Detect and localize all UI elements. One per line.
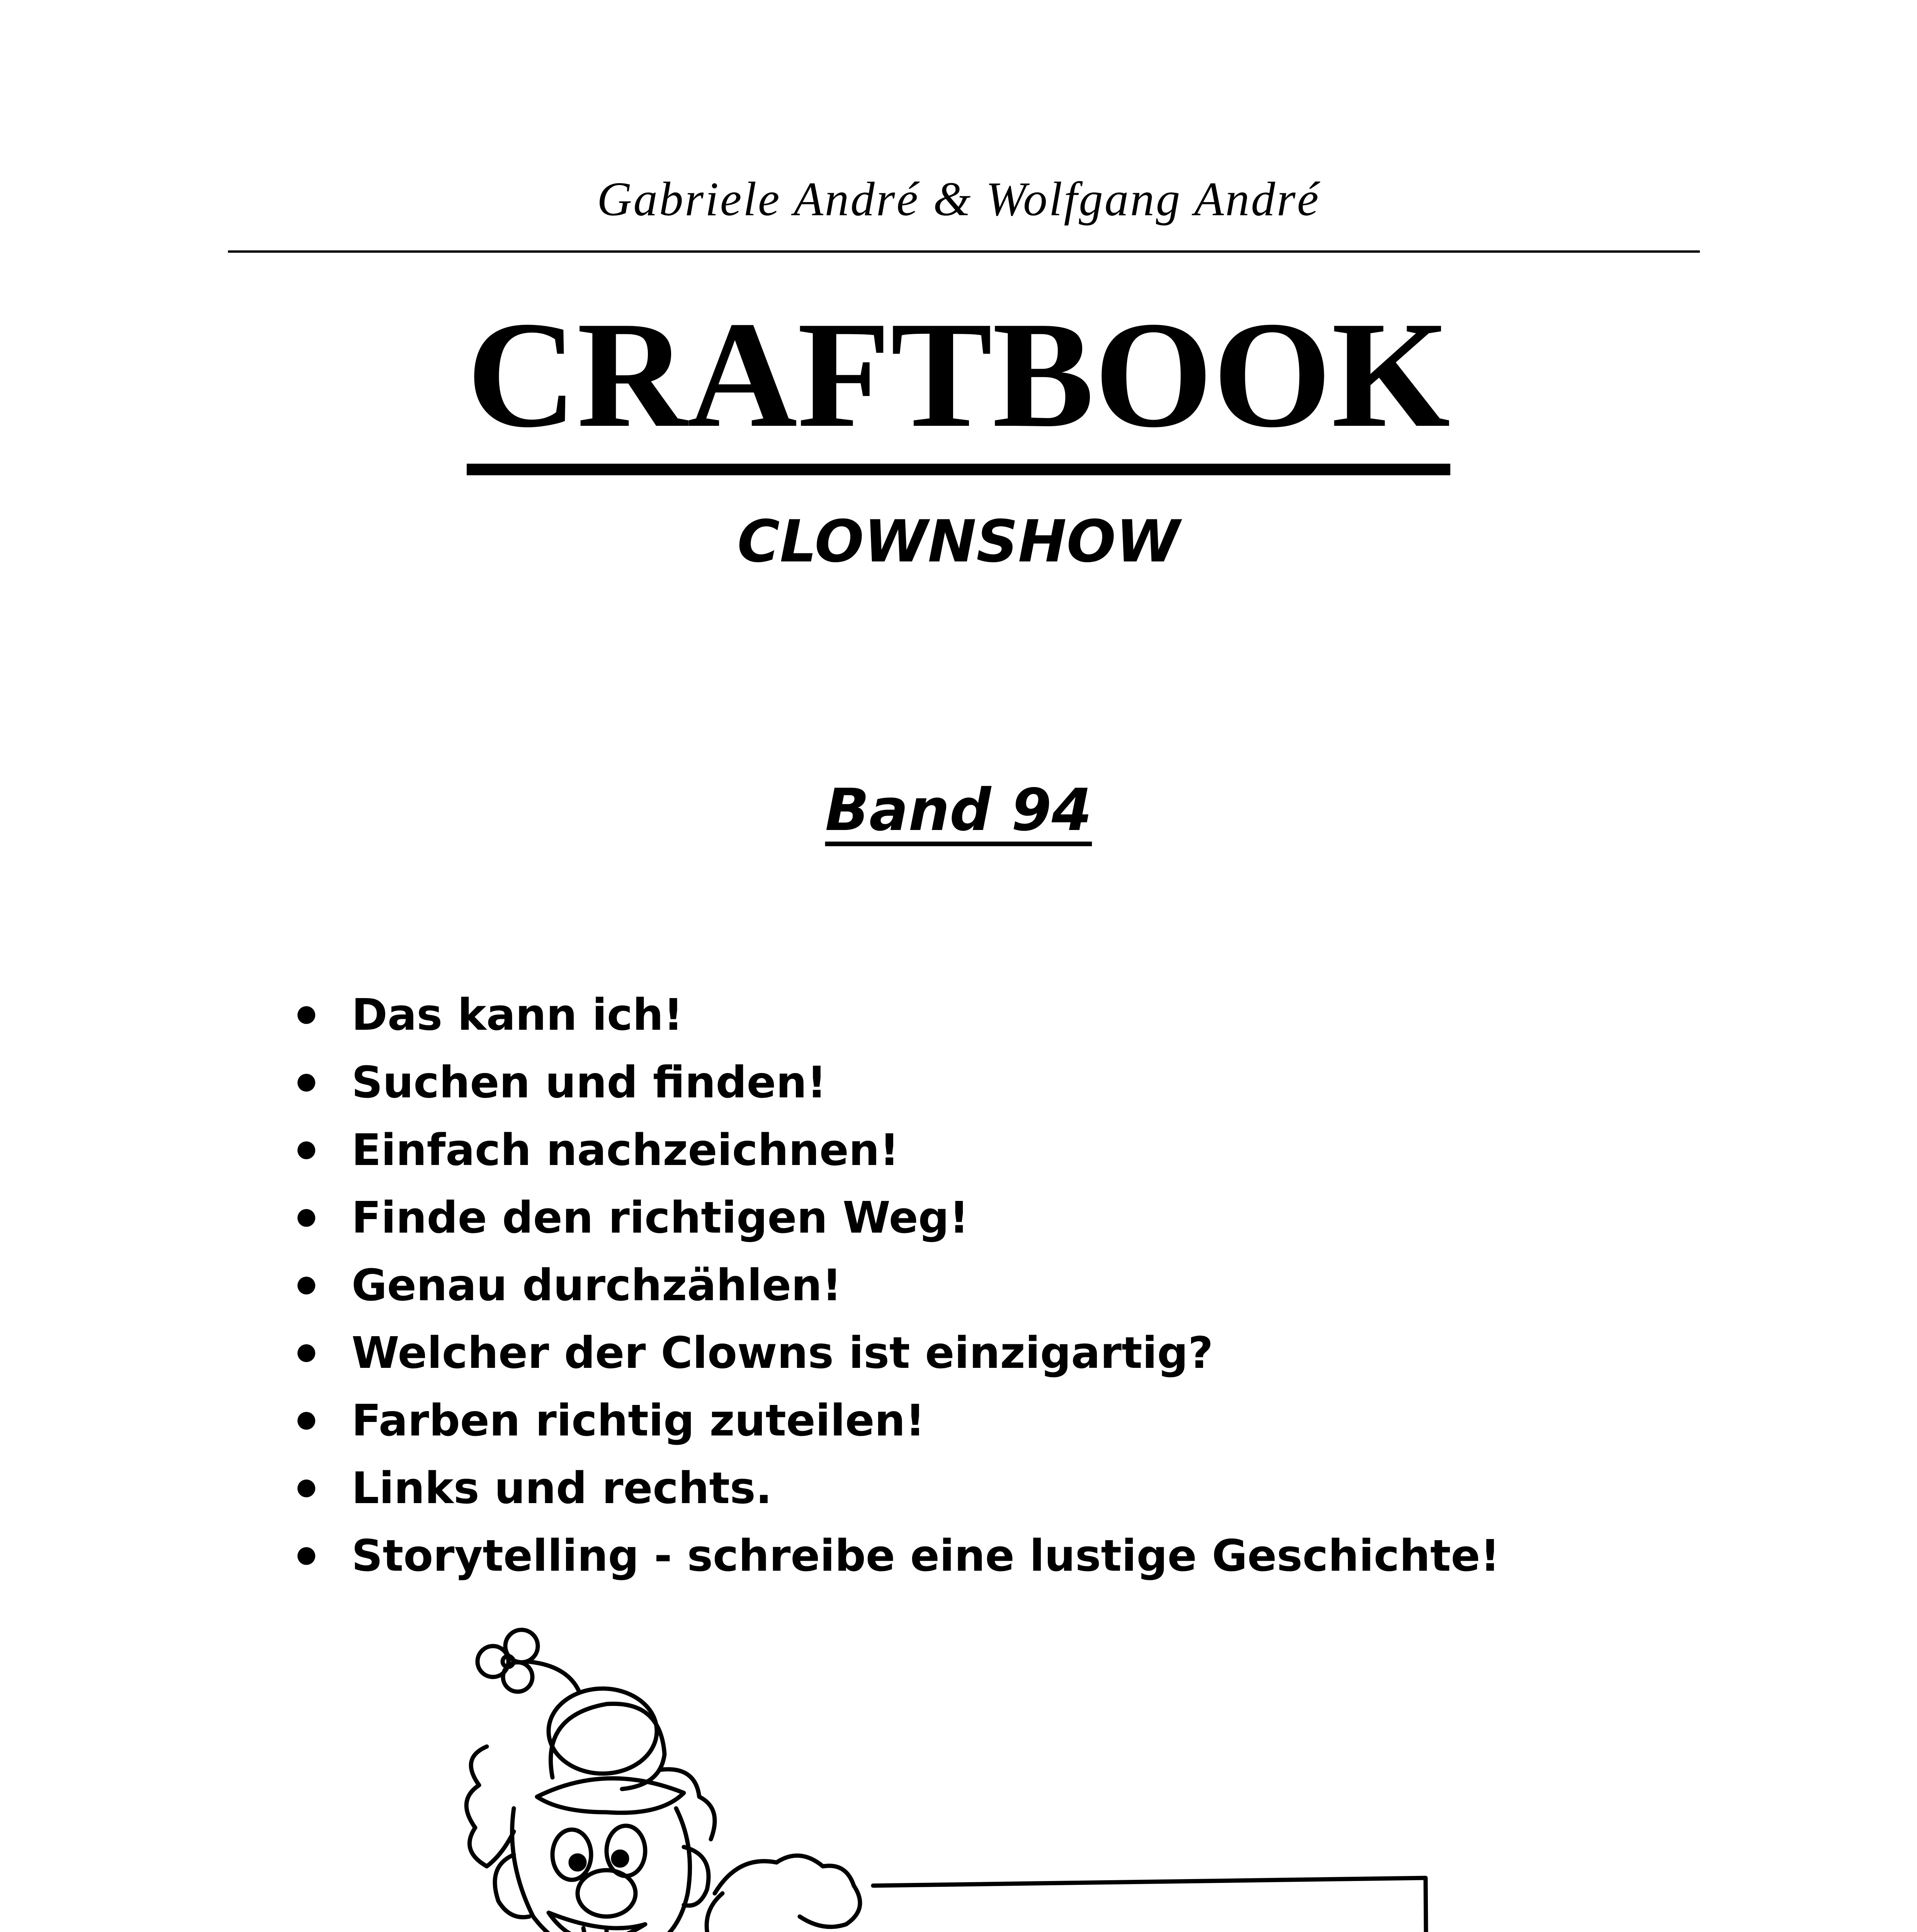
feature-text: Farben richtig zuteilen! <box>352 1396 925 1446</box>
list-item <box>297 1252 1500 1320</box>
bullet-icon <box>297 1209 315 1227</box>
list-item <box>297 1117 1500 1184</box>
feature-text: Einfach nachzeichnen! <box>352 1125 899 1175</box>
volume-label-text: Band 94 <box>825 777 1092 844</box>
book-title-text: CRAFTBOOK <box>467 294 1450 475</box>
feature-text: Links und rechts. <box>352 1463 772 1514</box>
clown-holding-sign-icon <box>444 1615 1487 1932</box>
bullet-icon <box>297 1480 315 1497</box>
list-item <box>297 1387 1500 1455</box>
book-title <box>0 290 1917 475</box>
bullet-icon <box>297 1141 315 1159</box>
bullet-icon <box>297 1344 315 1362</box>
bullet-icon <box>297 1277 315 1294</box>
list-item <box>297 1184 1500 1252</box>
feature-list <box>297 981 1500 1590</box>
header-divider <box>228 250 1700 253</box>
feature-text: Storytelling - schreibe eine lustige Geschichte! <box>352 1531 1500 1581</box>
author-line: Gabriele André & Wolfgang André <box>597 173 1320 226</box>
list-item <box>297 1455 1500 1522</box>
list-item <box>297 1049 1500 1117</box>
feature-text: Genau durchzählen! <box>352 1260 842 1311</box>
feature-text: Finde den richtigen Weg! <box>352 1193 969 1243</box>
bullet-icon <box>297 1006 315 1024</box>
bullet-icon <box>297 1074 315 1092</box>
list-item <box>297 981 1500 1049</box>
feature-text: Welcher der Clowns ist einzigartig? <box>352 1328 1213 1378</box>
bullet-icon <box>297 1547 315 1565</box>
feature-text: Das kann ich! <box>352 990 683 1040</box>
volume-label <box>0 777 1917 844</box>
book-subtitle: CLOWNSHOW <box>737 508 1180 575</box>
feature-text: Suchen und finden! <box>352 1058 827 1108</box>
list-item <box>297 1522 1500 1590</box>
bullet-icon <box>297 1412 315 1430</box>
list-item <box>297 1320 1500 1387</box>
